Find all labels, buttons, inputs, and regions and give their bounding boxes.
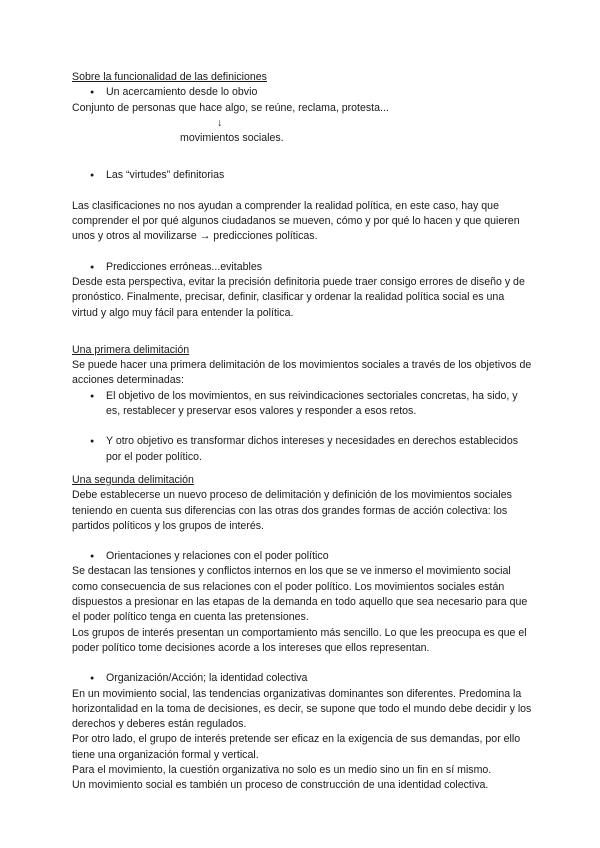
paragraph: Se puede hacer una primera delimitación de los movimientos sociales a través de los objetivos de acciones determinadas:: [72, 359, 532, 387]
paragraph: Se destacan las tensiones y conflictos internos en los que se ve inmerso el movimiento social como consecuencia de sus relaciones con el poder político. Los movimientos sociales están dispuestos a presionar en las etapas de la demanda en todo aquello que sea necesario para que el poder político tenga en cuenta las pretensiones.: [72, 565, 528, 624]
paragraph: Las clasificaciones no nos ayudan a comprender la realidad política, en este caso, hay que comprender el por qué algunos ciudadanos se mueven, cómo y por qué lo hacen y que quieren unos y otros al movilizarse → predicciones políticas.: [72, 199, 520, 243]
paragraph: En un movimiento social, las tendencias organizativas dominantes son diferentes. Predomina la horizontalidad en la toma de decisiones, es decir, se supone que todo el mundo debe decidir y los derechos y deberes están regulados.: [72, 687, 532, 731]
bullet-item: ● Predicciones erróneas...evitables: [72, 260, 532, 275]
bullet-item: ● Un acercamiento desde lo obvio: [72, 85, 532, 100]
paragraph: Conjunto de personas que hace algo, se reúne, reclama, protesta...: [72, 101, 389, 114]
section-heading: Una primera delimitación: [72, 343, 190, 356]
paragraph: Desde esta perspectiva, evitar la precisión definitoria puede traer consigo errores de diseño y de pronóstico. Finalmente, precisar, definir, clasificar y ordenar la realidad política social es una virtud y algo muy fácil para entender la política.: [72, 275, 525, 319]
bullet-item: ● Organización/Acción; la identidad colectiva: [72, 671, 532, 686]
down-arrow-icon: ↓: [217, 116, 223, 129]
paragraph: movimientos sociales.: [180, 132, 284, 145]
bullet-item: ● Y otro objetivo es transformar dichos intereses y necesidades en derechos establecidos por el poder político.: [72, 434, 532, 465]
paragraph: Un movimiento social es también un proceso de construcción de una identidad colectiva.: [72, 779, 489, 792]
paragraph: Los grupos de interés presentan un comportamiento más sencillo. Lo que les preocupa es que el poder político tome decisiones acorde a los intereses que ellos representan.: [72, 626, 527, 654]
bullet-item: ● Orientaciones y relaciones con el poder político: [72, 549, 532, 564]
paragraph: Debe establecerse un nuevo proceso de delimitación y definición de los movimientos sociales teniendo en cuenta sus diferencias con las otras dos grandes formas de acción colectiva: los partidos políticos y los grupos de interés.: [72, 489, 512, 532]
section-heading: Sobre la funcionalidad de las definiciones: [72, 71, 267, 83]
paragraph: Por otro lado, el grupo de interés pretende ser eficaz en la exigencia de sus demandas, por ello tiene una organización formal y vertical.: [72, 733, 521, 761]
section-heading: Una segunda delimitación: [72, 473, 194, 486]
document-page: [72, 70, 532, 794]
paragraph: Para el movimiento, la cuestión organizativa no solo es un medio sino un fin en sí mismo.: [72, 763, 492, 776]
bullet-item: ● El objetivo de los movimientos, en sus reivindicaciones sectoriales concretas, ha sido, y es, restablecer y preservar esos valores y responder a esos retos.: [72, 389, 532, 420]
bullet-item: ● Las “virtudes” definitorias: [72, 168, 532, 183]
